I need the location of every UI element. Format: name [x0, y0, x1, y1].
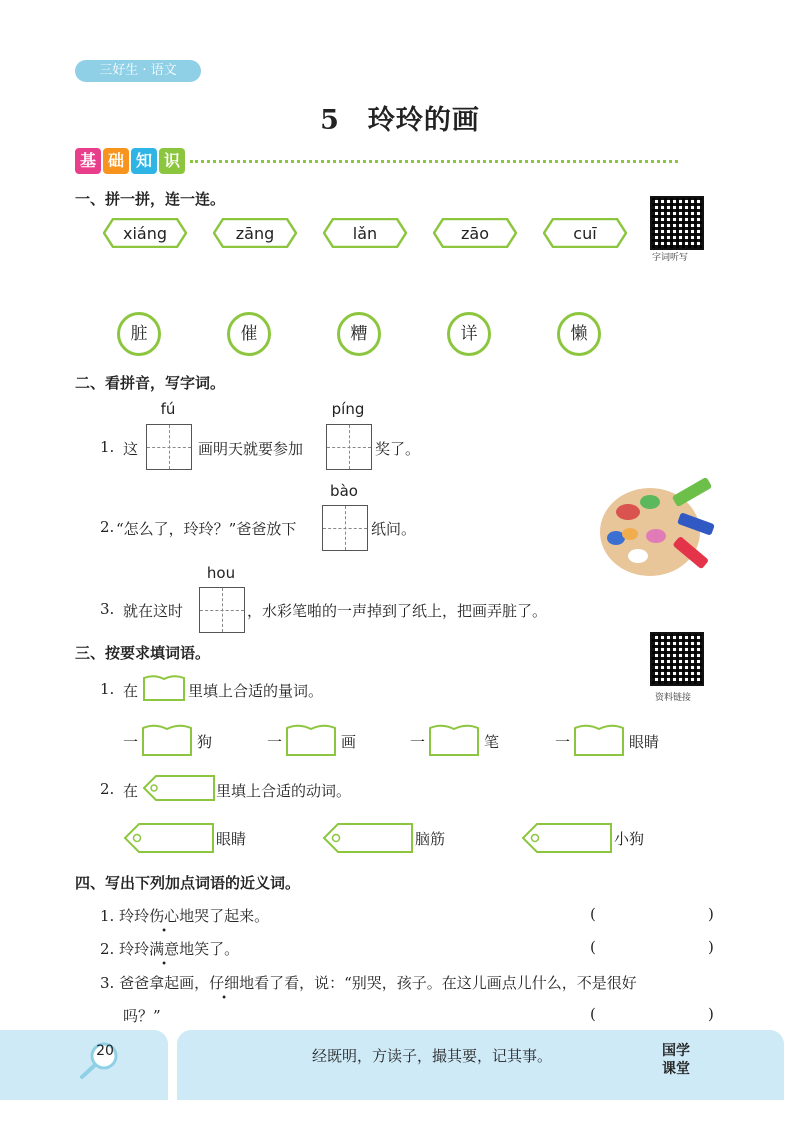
section-label: [75, 148, 187, 174]
book-answer-box[interactable]: [428, 723, 480, 757]
book-box-icon: [142, 674, 186, 702]
measure-yi: 一: [555, 733, 571, 751]
q4-text: 玲玲: [119, 907, 150, 925]
measure-yi: 一: [267, 733, 283, 751]
pinyin-box[interactable]: [543, 218, 627, 248]
book-answer-box[interactable]: [141, 723, 193, 757]
q2-item-2-pre: “怎么了，玲玲？”爸爸放下: [116, 520, 297, 538]
pinyin-text: xiáng: [122, 224, 167, 243]
tag-answer-box[interactable]: [322, 822, 414, 854]
q2-item-1-pre: 这: [123, 440, 139, 458]
measure-yi: 一: [410, 733, 426, 751]
pinyin-hint: fú: [160, 400, 176, 418]
measure-yi: 一: [123, 733, 139, 751]
pinyin-hint: píng: [331, 400, 365, 418]
verb-object-word: 小狗: [614, 830, 645, 848]
section-char: 基: [75, 148, 101, 174]
emphasized-word: 满意: [149, 940, 180, 958]
character-circle[interactable]: 详: [447, 312, 491, 356]
pinyin-box[interactable]: [213, 218, 297, 248]
qr-code-icon[interactable]: [650, 196, 704, 250]
footer-side-line1: 国学: [662, 1043, 690, 1059]
section-char: 识: [159, 148, 185, 174]
q2-item-3-post: ，水彩笔啪的一声掉到了纸上，把画弄脏了。: [247, 602, 548, 620]
writing-grid[interactable]: [322, 505, 368, 551]
book-answer-box[interactable]: [285, 723, 337, 757]
q4-text: 爸爸拿起画，: [119, 974, 210, 992]
q2-item-2-number: 2.: [100, 518, 115, 536]
q4-text: 地哭了起来。: [179, 907, 270, 925]
q2-item-3-pre: 就在这时: [123, 602, 184, 620]
section-char: 知: [131, 148, 157, 174]
tag-answer-box[interactable]: [123, 822, 215, 854]
book-answer-box[interactable]: [573, 723, 625, 757]
character-circle[interactable]: 懒: [557, 312, 601, 356]
pinyin-hint: bào: [330, 482, 358, 500]
q4-text: 玲玲: [119, 940, 150, 958]
q1-heading: 一、拼一拼，连一连。: [75, 190, 226, 208]
pinyin-hint: hou: [206, 564, 236, 582]
qr-label: 资料链接: [655, 693, 692, 703]
pinyin-box[interactable]: [433, 218, 517, 248]
lesson-title: [0, 98, 800, 137]
section-char: 础: [103, 148, 129, 174]
footer-side-line2: 课堂: [662, 1061, 690, 1077]
answer-paren-open: (: [590, 1005, 596, 1023]
pinyin-text: lǎn: [352, 224, 378, 243]
pinyin-text: zāng: [235, 224, 275, 243]
emphasized-word: 仔细: [209, 974, 240, 992]
measure-word: 画: [341, 733, 357, 751]
measure-word: 眼睛: [629, 733, 660, 751]
lesson-number: 5: [320, 105, 340, 136]
q4-text: 地笑了。: [179, 940, 240, 958]
q2-item-1-post: 奖了。: [375, 440, 421, 458]
qr-code-icon[interactable]: [650, 632, 704, 686]
q4-item-3-cont: 吗？”: [123, 1007, 161, 1025]
q2-item-3-number: 3.: [100, 600, 115, 618]
answer-paren-close: ): [708, 1005, 714, 1023]
answer-paren-close: ): [708, 905, 714, 923]
tag-box-icon: [142, 774, 216, 802]
paint-palette-icon: [598, 472, 720, 584]
q2-item-2-post: 纸问。: [371, 520, 417, 538]
q2-item-1-number: 1.: [100, 438, 115, 456]
qr-label: 字词听写: [652, 253, 689, 263]
q4-text: 地看了看，说：“别哭，孩子。在这儿画点儿什么，不是很好: [239, 974, 637, 992]
page-number: 20: [96, 1043, 114, 1059]
character-circle[interactable]: 催: [227, 312, 271, 356]
emphasized-word: 伤心: [149, 907, 180, 925]
tag-answer-box[interactable]: [521, 822, 613, 854]
q4-item-3: [100, 972, 637, 993]
measure-word: 狗: [197, 733, 213, 751]
q4-number: 3.: [100, 974, 115, 992]
q3-item-2-pre: 在: [123, 782, 139, 800]
q3-item-1-pre: 在: [123, 682, 139, 700]
q3-item-1-post: 里填上合适的量词。: [188, 682, 324, 700]
q4-item-1: [100, 905, 269, 926]
q4-number: 2.: [100, 940, 115, 958]
q3-item-2-number: 2.: [100, 780, 115, 798]
answer-paren-open: (: [590, 938, 596, 956]
pinyin-box[interactable]: [323, 218, 407, 248]
verb-object-word: 眼睛: [216, 830, 247, 848]
q3-heading: 三、按要求填词语。: [75, 644, 211, 662]
measure-word: 笔: [484, 733, 500, 751]
q4-number: 1.: [100, 907, 115, 925]
writing-grid[interactable]: [199, 587, 245, 633]
character-circle[interactable]: 脏: [117, 312, 161, 356]
q2-heading: 二、看拼音，写字词。: [75, 374, 226, 392]
lesson-title-text: 玲玲的画: [367, 105, 480, 136]
verb-object-word: 脑筋: [415, 830, 446, 848]
q3-item-2-post: 里填上合适的动词。: [216, 782, 352, 800]
q4-heading: 四、写出下列加点词语的近义词。: [75, 874, 301, 892]
q2-item-1-mid: 画明天就要参加: [198, 440, 304, 458]
q3-item-1-number: 1.: [100, 680, 115, 698]
section-divider: [190, 160, 678, 163]
footer-quote: 经既明，方读子，撮其要，记其事。: [312, 1047, 553, 1065]
pinyin-text: zāo: [461, 224, 489, 243]
answer-paren-close: ): [708, 938, 714, 956]
pinyin-text: cuī: [573, 224, 597, 243]
q4-item-2: [100, 938, 239, 959]
writing-grid[interactable]: [146, 424, 192, 470]
pinyin-box[interactable]: [103, 218, 187, 248]
character-circle[interactable]: 糟: [337, 312, 381, 356]
answer-paren-open: (: [590, 905, 596, 923]
subject-badge: 三好生 · 语文: [75, 60, 201, 82]
writing-grid[interactable]: [326, 424, 372, 470]
